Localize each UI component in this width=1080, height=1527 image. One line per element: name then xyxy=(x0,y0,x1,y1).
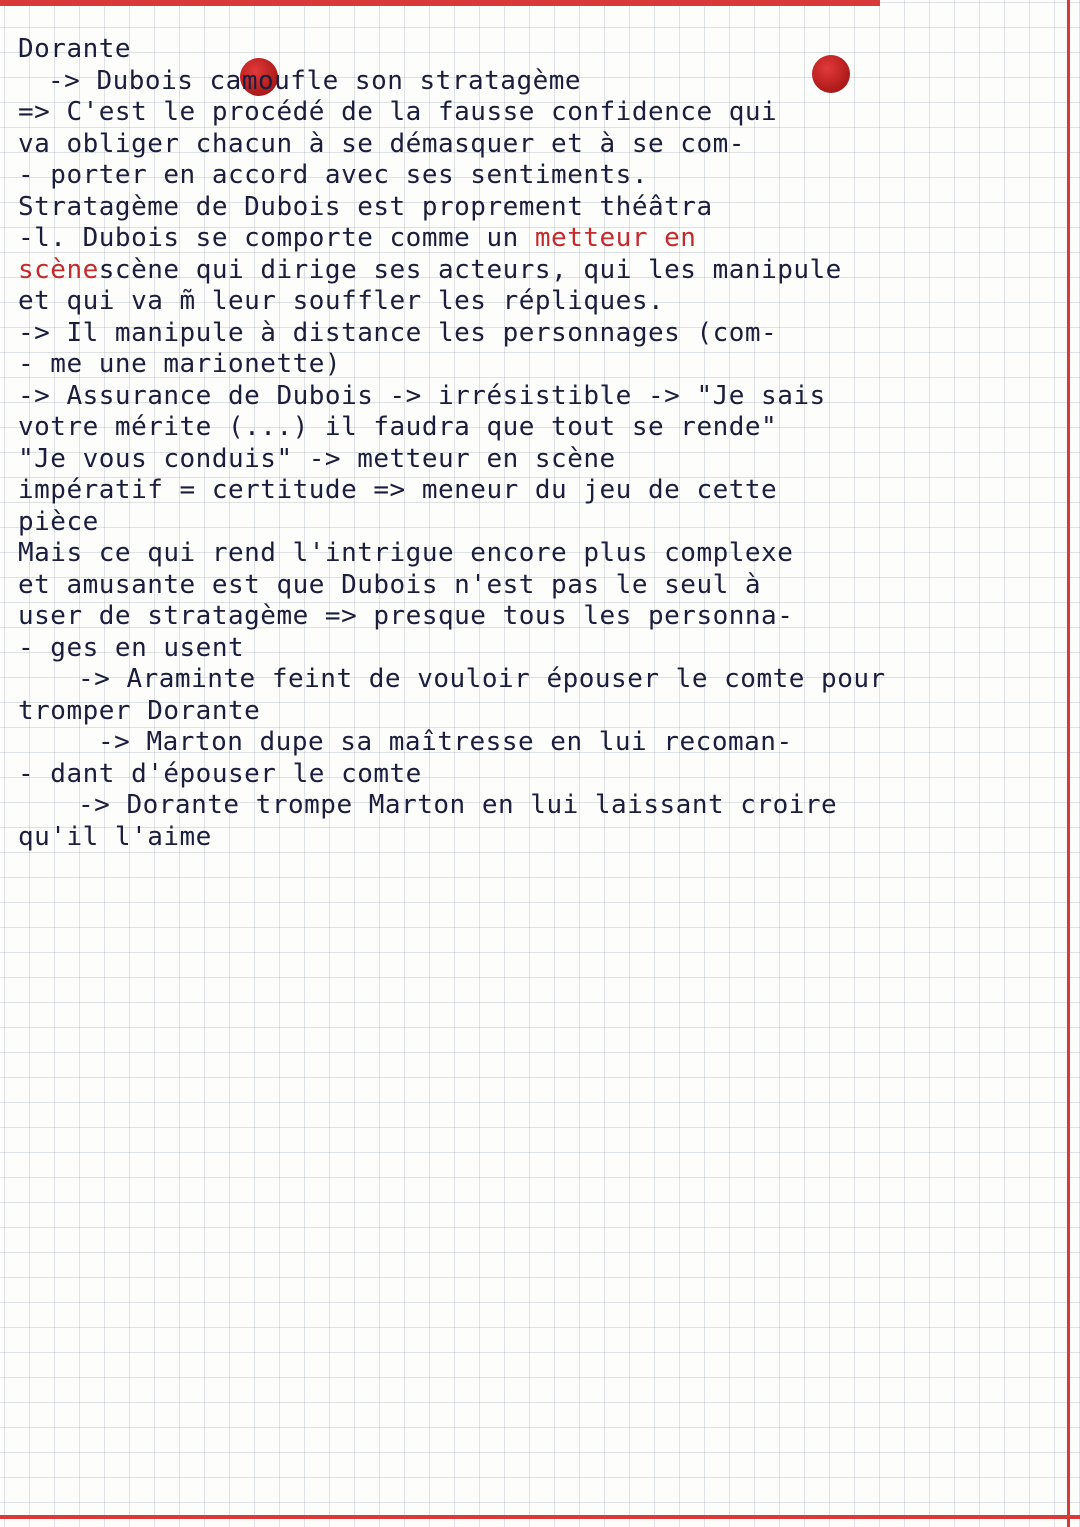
note-line: pièce xyxy=(18,506,99,537)
note-line xyxy=(18,223,1063,255)
note-line: Mais ce qui rend l'intrigue encore plus complexe xyxy=(18,538,794,568)
note-line: et qui va m̃ leur souffler les répliques. xyxy=(18,286,665,316)
note-line: -> Dorante trompe Marton en lui laissant croire xyxy=(78,790,838,820)
note-line: - dant d'épouser le comte xyxy=(18,758,422,789)
note-text: -l. Dubois se comporte comme un xyxy=(18,223,535,253)
highlight-text: scène xyxy=(18,254,99,285)
note-line xyxy=(18,255,1063,287)
top-margin-line xyxy=(0,0,880,6)
note-line: impératif = certitude => meneur du jeu de cette xyxy=(18,475,778,505)
note-line: -> Il manipule à distance les personnages (com- xyxy=(18,317,778,348)
note-line: votre mérite (...) il faudra que tout se rende" xyxy=(18,412,778,442)
note-line: - ges en usent xyxy=(18,632,245,663)
note-text: scène qui dirige ses acteurs, qui les manipule xyxy=(98,254,842,285)
handwritten-notes xyxy=(18,34,1063,853)
note-line: => C'est le procédé de la fausse confidence qui xyxy=(18,97,778,127)
highlight-text: metteur en xyxy=(534,223,697,253)
note-line: user de stratagème => presque tous les personna- xyxy=(18,601,794,631)
note-line: -> Dubois camoufle son stratagème xyxy=(48,65,582,96)
note-line: va obliger chacun à se démasquer et à se com- xyxy=(18,128,745,159)
note-line: tromper Dorante xyxy=(18,695,261,726)
note-line: -> Assurance de Dubois -> irrésistible -> "Je sais xyxy=(18,380,826,411)
note-line: - porter en accord avec ses sentiments. xyxy=(18,160,648,190)
bottom-margin-line xyxy=(0,1515,1080,1519)
note-line: -> Araminte feint de vouloir épouser le comte pour xyxy=(78,664,886,694)
note-line: "Je vous conduis" -> metteur en scène xyxy=(18,443,616,474)
note-line: -> Marton dupe sa maîtresse en lui recoman- xyxy=(98,727,793,757)
note-line: et amusante est que Dubois n'est pas le seul à xyxy=(18,569,762,600)
note-line: qu'il l'aime xyxy=(18,821,212,852)
right-margin-line xyxy=(1067,0,1070,1527)
note-line: Stratagème de Dubois est proprement théâtra xyxy=(18,191,713,222)
note-line: Dorante xyxy=(18,34,132,64)
note-line: - me une marionette) xyxy=(18,349,342,379)
